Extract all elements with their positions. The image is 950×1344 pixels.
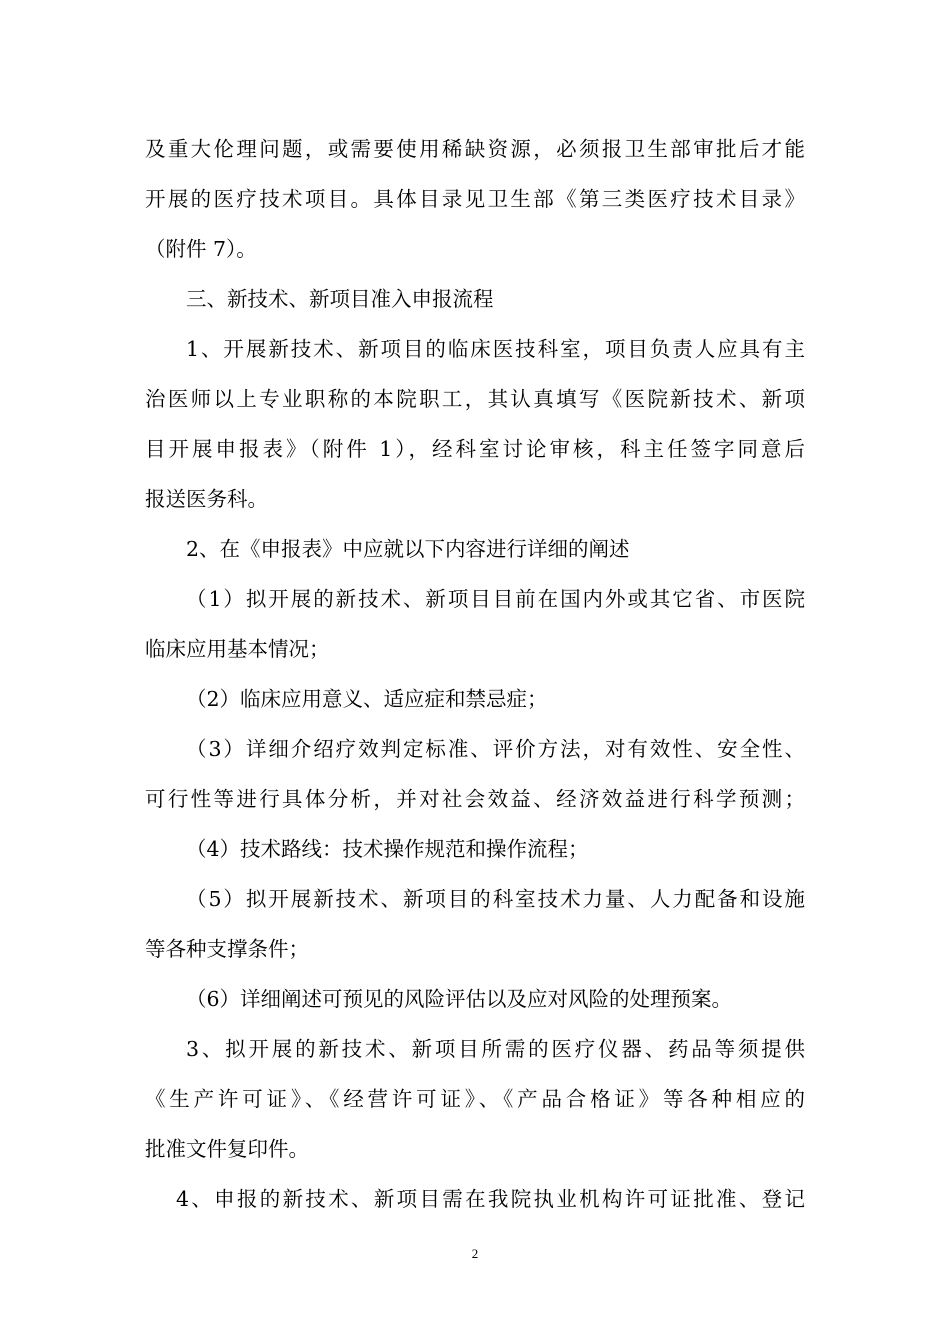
list-item: （6）详细阐述可预见的风险评估以及应对风险的处理预案。 — [186, 987, 733, 1011]
text-line: 《生产许可证》、《经营许可证》、《产品合格证》等各种相应的 — [145, 1087, 805, 1111]
list-item: （1）拟开展的新技术、新项目目前在国内外或其它省、市医院 — [186, 587, 805, 611]
text-line: 开展的医疗技术项目。具体目录见卫生部《第三类医疗技术目录》 — [145, 187, 805, 211]
text-line: 治医师以上专业职称的本院职工，其认真填写《医院新技术、新项 — [145, 387, 805, 411]
section-heading: 三、新技术、新项目准入申报流程 — [186, 287, 494, 311]
list-item: （5）拟开展新技术、新项目的科室技术力量、人力配备和设施 — [186, 887, 805, 911]
text-line: 报送医务科。 — [145, 487, 268, 511]
text-line: 临床应用基本情况； — [145, 637, 330, 661]
text-line: 批准文件复印件。 — [145, 1137, 309, 1161]
list-item: （3）详细介绍疗效判定标准、评价方法，对有效性、安全性、 — [186, 737, 805, 761]
text-line: 及重大伦理问题，或需要使用稀缺资源，必须报卫生部审批后才能 — [145, 137, 805, 161]
text-line: 1、开展新技术、新项目的临床医技科室，项目负责人应具有主 — [186, 337, 805, 361]
list-item: （4）技术路线：技术操作规范和操作流程； — [186, 837, 589, 861]
text-line: 4、申报的新技术、新项目需在我院执业机构许可证批准、登记 — [176, 1187, 805, 1211]
text-line: 可行性等进行具体分析，并对社会效益、经济效益进行科学预测； — [145, 787, 805, 811]
text-line: 目开展申报表》（附件 1），经科室讨论审核，科主任签字同意后 — [145, 437, 805, 461]
text-line: 2、在《申报表》中应就以下内容进行详细的阐述 — [186, 537, 630, 561]
text-line: 等各种支撑条件； — [145, 937, 309, 961]
list-item: （2）临床应用意义、适应症和禁忌症； — [186, 687, 548, 711]
page-number: 2 — [471, 1246, 479, 1261]
text-line: 3、拟开展的新技术、新项目所需的医疗仪器、药品等须提供 — [186, 1037, 805, 1061]
text-line: （附件 7）。 — [145, 237, 257, 261]
